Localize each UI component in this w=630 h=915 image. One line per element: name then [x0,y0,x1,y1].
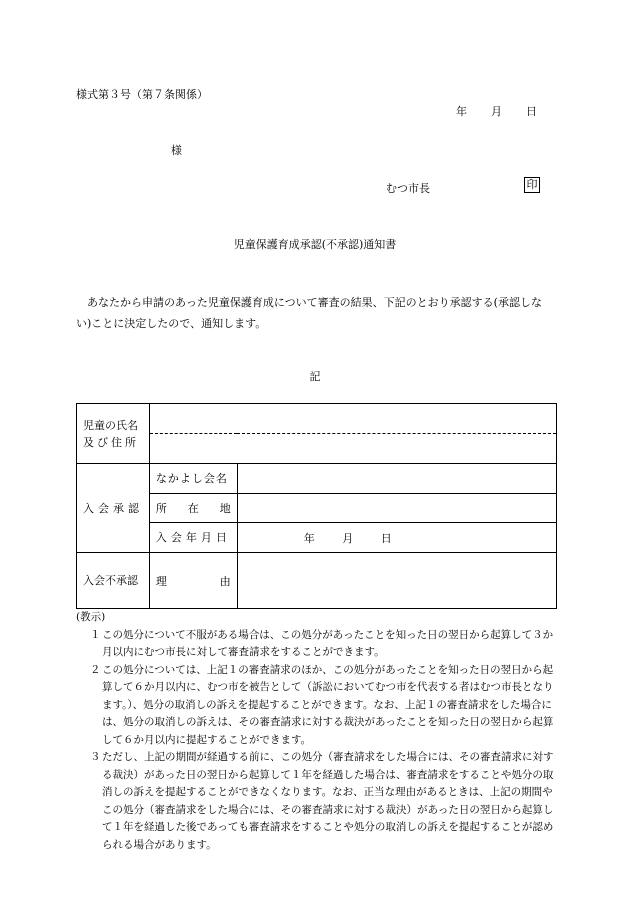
instructions-section [76,609,560,854]
issue-date [456,103,537,119]
date-month: 月 [491,105,502,118]
instruction-number: ３ [90,751,101,763]
instruction-text: この処分については、上記１の審査請求のほか、この処分があったことを知った日の翌日から起算して６か月以内に、むつ市を被告として（訴訟においてむつ市を代表する者はむつ市長となります。）、処分の取消しの訴えを提起することができます。なお、上記１の審査請求をした場合には、処分の取消しの訴えは、その審査請求に対する裁決があったことを知った日の翌日から起算して６か月以内に提起することができます。 [102,663,554,746]
form-number: 様式第３号（第７条関係） [76,88,208,101]
location-label-3: 地 [219,502,231,515]
ki-heading: 記 [309,370,321,383]
location-label-1: 所 [155,502,167,515]
date-year: 年 [456,105,467,118]
location-label-cell [149,494,237,523]
instructions-heading: (教示) [76,611,106,623]
reason-label-2: 由 [219,574,231,588]
notice-body: あなたから申請のあった児童保護育成について審査の結果、下記のとおり承認する(承認しない)ことに決定したので、通知します。 [76,296,542,330]
location-label-2: 在 [187,502,199,515]
child-name-label: 児童の氏名 [83,418,138,432]
instruction-item [80,662,560,750]
reason-label-1: 理 [155,574,167,588]
reason-field[interactable] [237,553,556,609]
document-title: 児童保護育成承認(不承認)通知書 [233,238,397,251]
instruction-text: この処分について不服がある場合は、この処分があったことを知った日の翌日から起算して３か月以内にむつ市長に対して審査請求をすることができます。 [102,628,554,658]
instruction-number: ２ [90,663,101,676]
club-name-field[interactable] [237,464,556,494]
rejection-label: 入会不承認 [77,553,150,609]
instruction-item [80,627,560,662]
instruction-item [80,749,560,854]
addressee-suffix: 様 [171,144,182,157]
notice-table [76,403,557,609]
child-address-label: 及び住所 [83,435,139,449]
date-day: 日 [526,105,537,118]
join-date-field[interactable] [237,523,556,553]
child-label-cell [77,404,150,464]
reason-label-cell [149,553,237,609]
seal-mark: 印 [524,177,540,193]
child-address-field[interactable] [149,434,556,464]
child-name-field[interactable] [149,404,556,434]
join-date-year: 年 [303,531,315,545]
approval-label-cell [77,464,150,553]
join-date-label: 入会年月日 [149,523,237,553]
instruction-number: １ [90,628,101,641]
location-field[interactable] [237,494,556,523]
issuer-name: むつ市長 [386,182,430,195]
instruction-text: ただし、上記の期間が経過する前に、この処分（審査請求をした場合には、その審査請求に対する裁決）があった日の翌日から起算して１年を経過した場合は、審査請求をすることや処分の取消しの訴えを提起することができなくなります。なお、正当な理由があるときは、上記の期間やこの処分（審査請求をした場合には、その審査請求に対する裁決）があった日の翌日から起算して１年を経過した後であっても審査請求をすることや処分の取消しの訴えを提起することが認められる場合があります。 [102,751,554,851]
club-name-label: なかよし会名 [149,464,237,494]
join-date-month: 月 [342,531,354,545]
join-date-day: 日 [380,531,392,545]
approval-label: 入会承認 [83,501,143,515]
